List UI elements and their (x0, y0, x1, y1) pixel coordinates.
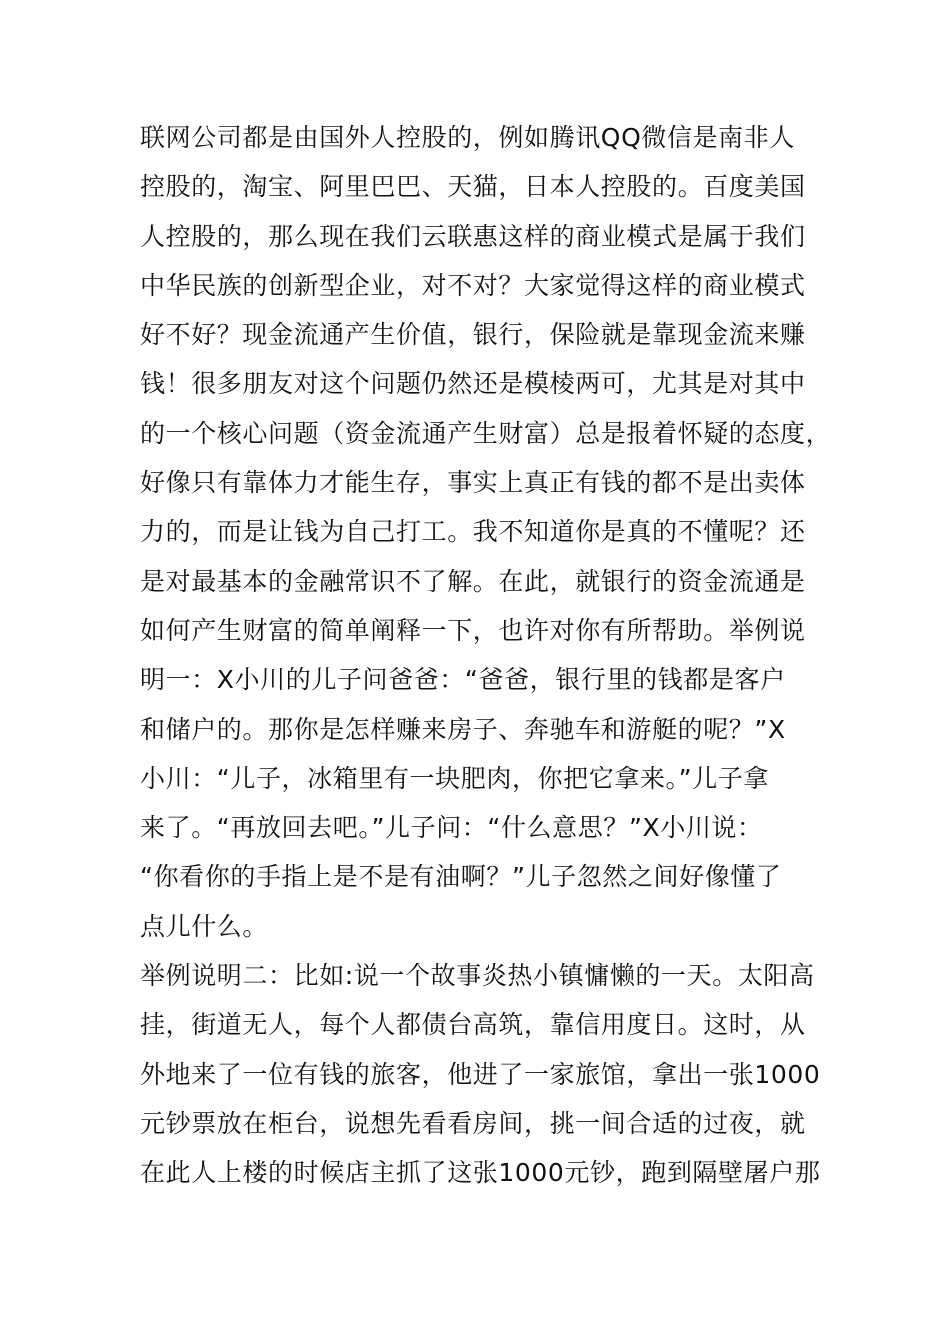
text-line: “你看你的手指上是不是有油啊？”儿子忽然之间好像懂了 (140, 862, 782, 892)
text-line: 钱！很多朋友对这个问题仍然还是模棱两可，尤其是对其中 (140, 369, 806, 399)
text-line: 挂，街道无人，每个人都债台高筑，靠信用度日。这时，从 (140, 1010, 806, 1040)
text-line: 元钞票放在柜台，说想先看看房间，挑一间合适的过夜，就 (140, 1108, 806, 1138)
text-line: 来了。“再放回去吧。”儿子问：“什么意思？”X小川说： (140, 813, 763, 843)
text-line: 和储户的。那你是怎样赚来房子、奔驰车和游艇的呢？”X (140, 714, 786, 744)
text-line: 是对最基本的金融常识不了解。在此，就银行的资金流通是 (140, 566, 806, 596)
text-line: 小川：“儿子，冰箱里有一块肥肉，你把它拿来。”儿子拿 (140, 763, 770, 793)
text-line: 联网公司都是由国外人控股的，例如腾讯QQ微信是南非人 (140, 123, 795, 152)
text-line: 控股的，淘宝、阿里巴巴、天猫，日本人控股的。百度美国 (140, 172, 806, 202)
text-line: 好不好？现金流通产生价值，银行，保险就是靠现金流来赚 (140, 320, 806, 350)
text-line: 在此人上楼的时候店主抓了这张1000元钞，跑到隔壁屠户那 (140, 1158, 821, 1188)
text-line: 点儿什么。 (140, 911, 269, 941)
text-line: 外地来了一位有钱的旅客，他进了一家旅馆，拿出一张1000 (140, 1059, 821, 1089)
text-line: 力的，而是让钱为自己打工。我不知道你是真的不懂呢？还 (140, 517, 806, 547)
text-line: 的一个核心问题（资金流通产生财富）总是报着怀疑的态度， (140, 418, 832, 448)
text-line: 如何产生财富的简单阐释一下，也许对你有所帮助。举例说 (140, 615, 806, 645)
body-text (140, 113, 830, 1198)
text-line: 人控股的，那么现在我们云联惠这样的商业模式是属于我们 (140, 221, 806, 251)
text-line: 举例说明二：比如:说一个故事炎热小镇慵懒的一天。太阳高 (140, 961, 815, 991)
text-line: 好像只有靠体力才能生存，事实上真正有钱的都不是出卖体 (140, 468, 806, 498)
text-line: 中华民族的创新型企业，对不对？大家觉得这样的商业模式 (140, 270, 806, 300)
text-line: 明一：X小川的儿子问爸爸：“爸爸，银行里的钱都是客户 (140, 665, 786, 695)
